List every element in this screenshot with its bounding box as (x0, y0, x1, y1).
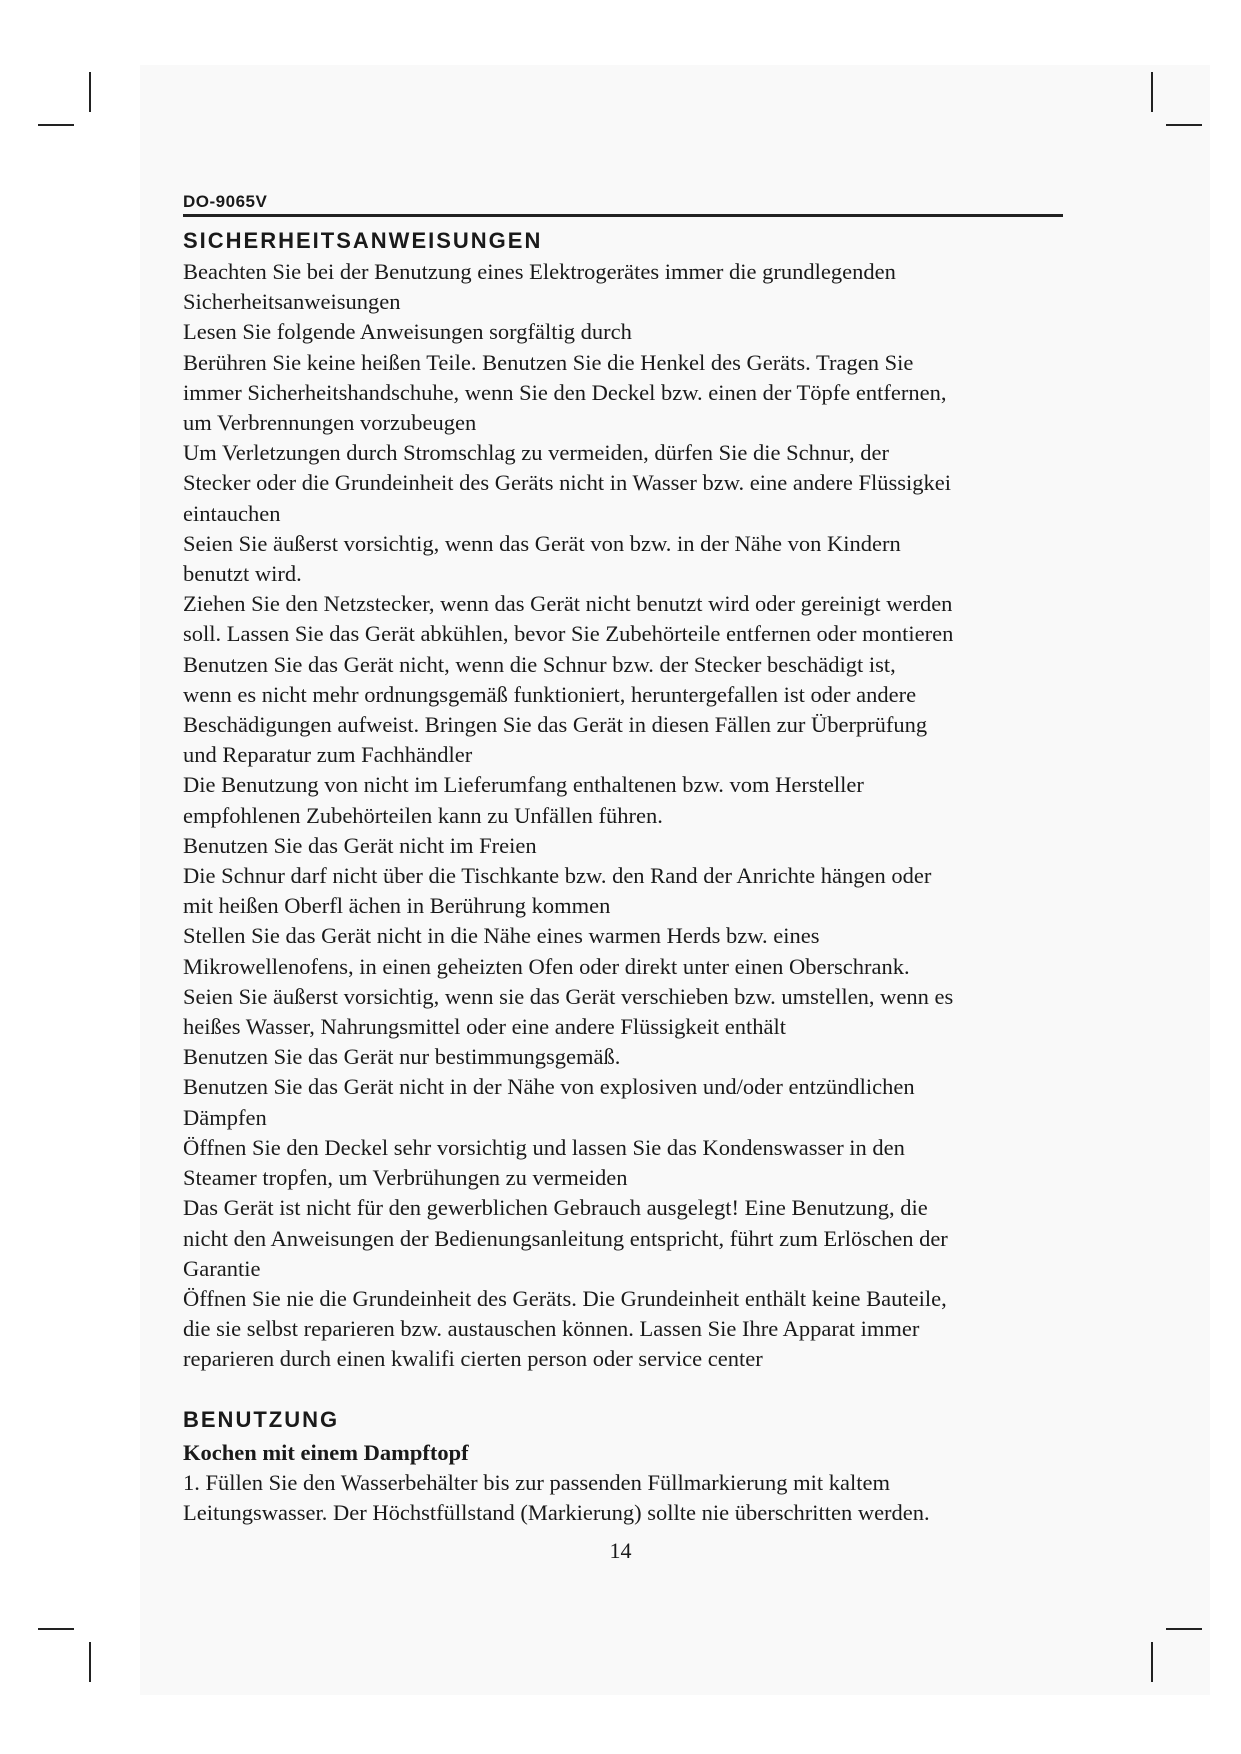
text-line: die sie selbst reparieren bzw. austauschen können. Lassen Sie Ihre Apparat immer (183, 1316, 920, 1342)
text-line: Berühren Sie keine heißen Teile. Benutzen Sie die Henkel des Geräts. Tragen Sie (183, 349, 914, 375)
safety-heading: SICHERHEITSANWEISUNGEN (183, 228, 543, 253)
text-line: heißes Wasser, Nahrungsmittel oder eine andere Flüssigkeit enthält (183, 1014, 786, 1040)
crop-mark-top-left-horizontal (38, 124, 74, 126)
text-line: wenn es nicht mehr ordnungsgemäß funktioniert, heruntergefallen ist oder andere (183, 681, 917, 707)
text-line: empfohlenen Zubehörteilen kann zu Unfällen führen. (183, 802, 663, 828)
text-line: und Reparatur zum Fachhändler (183, 742, 473, 768)
text-line: Dämpfen (183, 1104, 267, 1130)
text-line: Ziehen Sie den Netzstecker, wenn das Gerät nicht benutzt wird oder gereinigt werden (183, 591, 953, 617)
text-line: Öffnen Sie den Deckel sehr vorsichtig und lassen Sie das Kondenswasser in den (183, 1134, 905, 1160)
text-line: Seien Sie äußerst vorsichtig, wenn sie das Gerät verschieben bzw. umstellen, wenn es (183, 983, 954, 1009)
text-line: Mikrowellenofens, in einen geheizten Ofen oder direkt unter einen Oberschrank. (183, 953, 910, 979)
crop-mark-top-right-horizontal (1166, 124, 1202, 126)
text-line: Stecker oder die Grundeinheit des Geräts nicht in Wasser bzw. eine andere Flüssigkei (183, 470, 951, 496)
text-line: immer Sicherheitshandschuhe, wenn Sie den Deckel bzw. einen der Töpfe entfernen, (183, 379, 947, 405)
text-line: Benutzen Sie das Gerät nicht im Freien (183, 832, 537, 858)
text-line: Um Verletzungen durch Stromschlag zu vermeiden, dürfen Sie die Schnur, der (183, 440, 889, 466)
text-line: um Verbrennungen vorzubeugen (183, 410, 477, 436)
text-line: Sicherheitsanweisungen (183, 289, 401, 315)
crop-mark-top-right-vertical (1151, 72, 1153, 112)
text-line: Das Gerät ist nicht für den gewerblichen Gebrauch ausgelegt! Eine Benutzung, die (183, 1195, 928, 1221)
crop-mark-bottom-right-horizontal (1166, 1628, 1202, 1630)
usage-heading: BENUTZUNG (183, 1407, 340, 1432)
crop-mark-bottom-left-vertical (89, 1642, 91, 1682)
text-line: mit heißen Oberfl ächen in Berührung kommen (183, 893, 611, 919)
safety-instructions (183, 257, 1063, 1375)
text-line: eintauchen (183, 500, 281, 526)
text-line: Leitungswasser. Der Höchstfüllstand (Markierung) sollte nie überschritten werden. (183, 1500, 930, 1526)
crop-mark-top-left-vertical (89, 72, 91, 112)
text-line: reparieren durch einen kwalifi cierten person oder service center (183, 1346, 763, 1372)
text-line: Garantie (183, 1255, 261, 1281)
text-line: Öffnen Sie nie die Grundeinheit des Geräts. Die Grundeinheit enthält keine Bauteile, (183, 1285, 947, 1311)
text-line: Die Schnur darf nicht über die Tischkante bzw. den Rand der Anrichte hängen oder (183, 863, 932, 889)
text-line: Die Benutzung von nicht im Lieferumfang enthaltenen bzw. vom Hersteller (183, 772, 864, 798)
text-line: Benutzen Sie das Gerät nicht in der Nähe von explosiven und/oder entzündlichen (183, 1074, 915, 1100)
text-line: Benutzen Sie das Gerät nur bestimmungsgemäß. (183, 1044, 621, 1070)
text-line: soll. Lassen Sie das Gerät abkühlen, bevor Sie Zubehörteile entfernen oder montieren (183, 621, 954, 647)
text-line: Beschädigungen aufweist. Bringen Sie das Gerät in diesen Fällen zur Überprüfung (183, 712, 928, 738)
text-line: Lesen Sie folgende Anweisungen sorgfältig durch (183, 319, 632, 345)
text-line: nicht den Anweisungen der Bedienungsanleitung entspricht, führt zum Erlöschen der (183, 1225, 948, 1251)
text-line: Steamer tropfen, um Verbrühungen zu vermeiden (183, 1165, 628, 1191)
crop-mark-bottom-right-vertical (1151, 1642, 1153, 1682)
usage-section (183, 1438, 1063, 1529)
usage-subheading: Kochen mit einem Dampftopf (183, 1440, 469, 1465)
text-line: 1. Füllen Sie den Wasserbehälter bis zur passenden Füllmarkierung mit kaltem (183, 1470, 890, 1496)
text-line: Seien Sie äußerst vorsichtig, wenn das Gerät von bzw. in der Nähe von Kindern (183, 530, 901, 556)
text-line: Benutzen Sie das Gerät nicht, wenn die Schnur bzw. der Stecker beschädigt ist, (183, 651, 896, 677)
page-number: 14 (609, 1538, 632, 1563)
text-line: benutzt wird. (183, 561, 302, 587)
text-line: Beachten Sie bei der Benutzung eines Elektrogerätes immer die grundlegenden (183, 259, 896, 284)
header-rule (183, 214, 1063, 217)
model-number: DO-9065V (183, 192, 268, 211)
text-line: Stellen Sie das Gerät nicht in die Nähe eines warmen Herds bzw. eines (183, 923, 820, 949)
crop-mark-bottom-left-horizontal (38, 1628, 74, 1630)
usage-instructions (183, 1468, 1063, 1528)
